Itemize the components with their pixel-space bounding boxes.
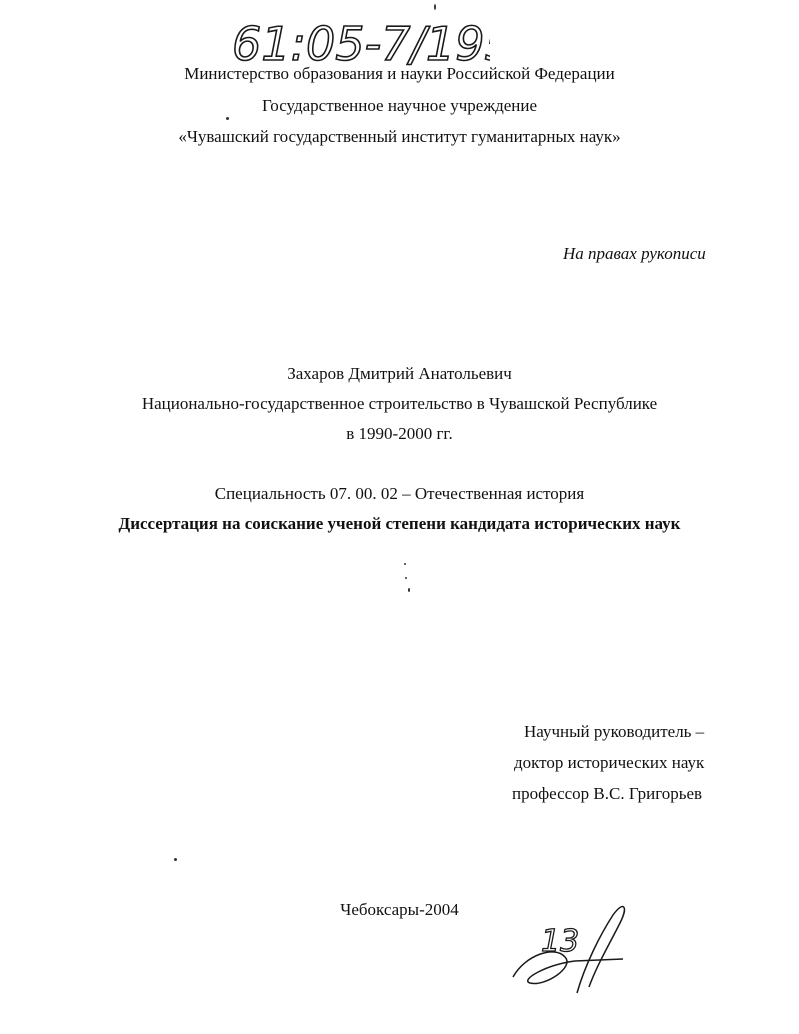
supervisor-line-1: Научный руководитель –: [524, 722, 705, 741]
signature-drawing: [505, 895, 635, 1000]
scan-speck: [226, 117, 229, 120]
institution-type-line: Государственное научное учреждение: [261, 96, 538, 115]
author-name: Захаров Дмитрий Анатольевич: [287, 364, 512, 383]
handwritten-signature: [505, 895, 635, 1000]
scan-speck: [405, 577, 407, 579]
handwritten-archive-code-drawing: [230, 12, 490, 70]
institution-name-line: «Чувашский государственный институт гуманитарных наук»: [178, 127, 621, 146]
specialty-line: Специальность 07. 00. 02 – Отечественная история: [214, 484, 585, 503]
signature-mark: 13: [541, 924, 580, 959]
scan-speck: [408, 588, 410, 592]
handwritten-archive-code: [230, 12, 490, 70]
title-line-1: Национально-государственное строительство в Чувашской Республике: [141, 394, 658, 413]
scan-speck: [404, 563, 406, 565]
scan-speck: [174, 858, 177, 861]
supervisor-line-2: доктор исторических наук: [514, 753, 705, 772]
title-line-2: в 1990-2000 гг.: [346, 424, 453, 443]
signature-stroke-2: [577, 907, 624, 993]
manuscript-note: На правах рукописи: [563, 244, 706, 263]
supervisor-line-3: профессор В.С. Григорьев: [512, 784, 703, 803]
ministry-line: Министерство образования и науки Российской Федерации: [184, 64, 615, 83]
dissertation-type-line: Диссертация на соискание ученой степени кандидата исторических наук: [118, 514, 681, 533]
place-year: Чебоксары-2004: [340, 900, 459, 919]
archive-code-text: 61:05-7/195: [232, 17, 490, 70]
scan-speck: [434, 4, 436, 10]
